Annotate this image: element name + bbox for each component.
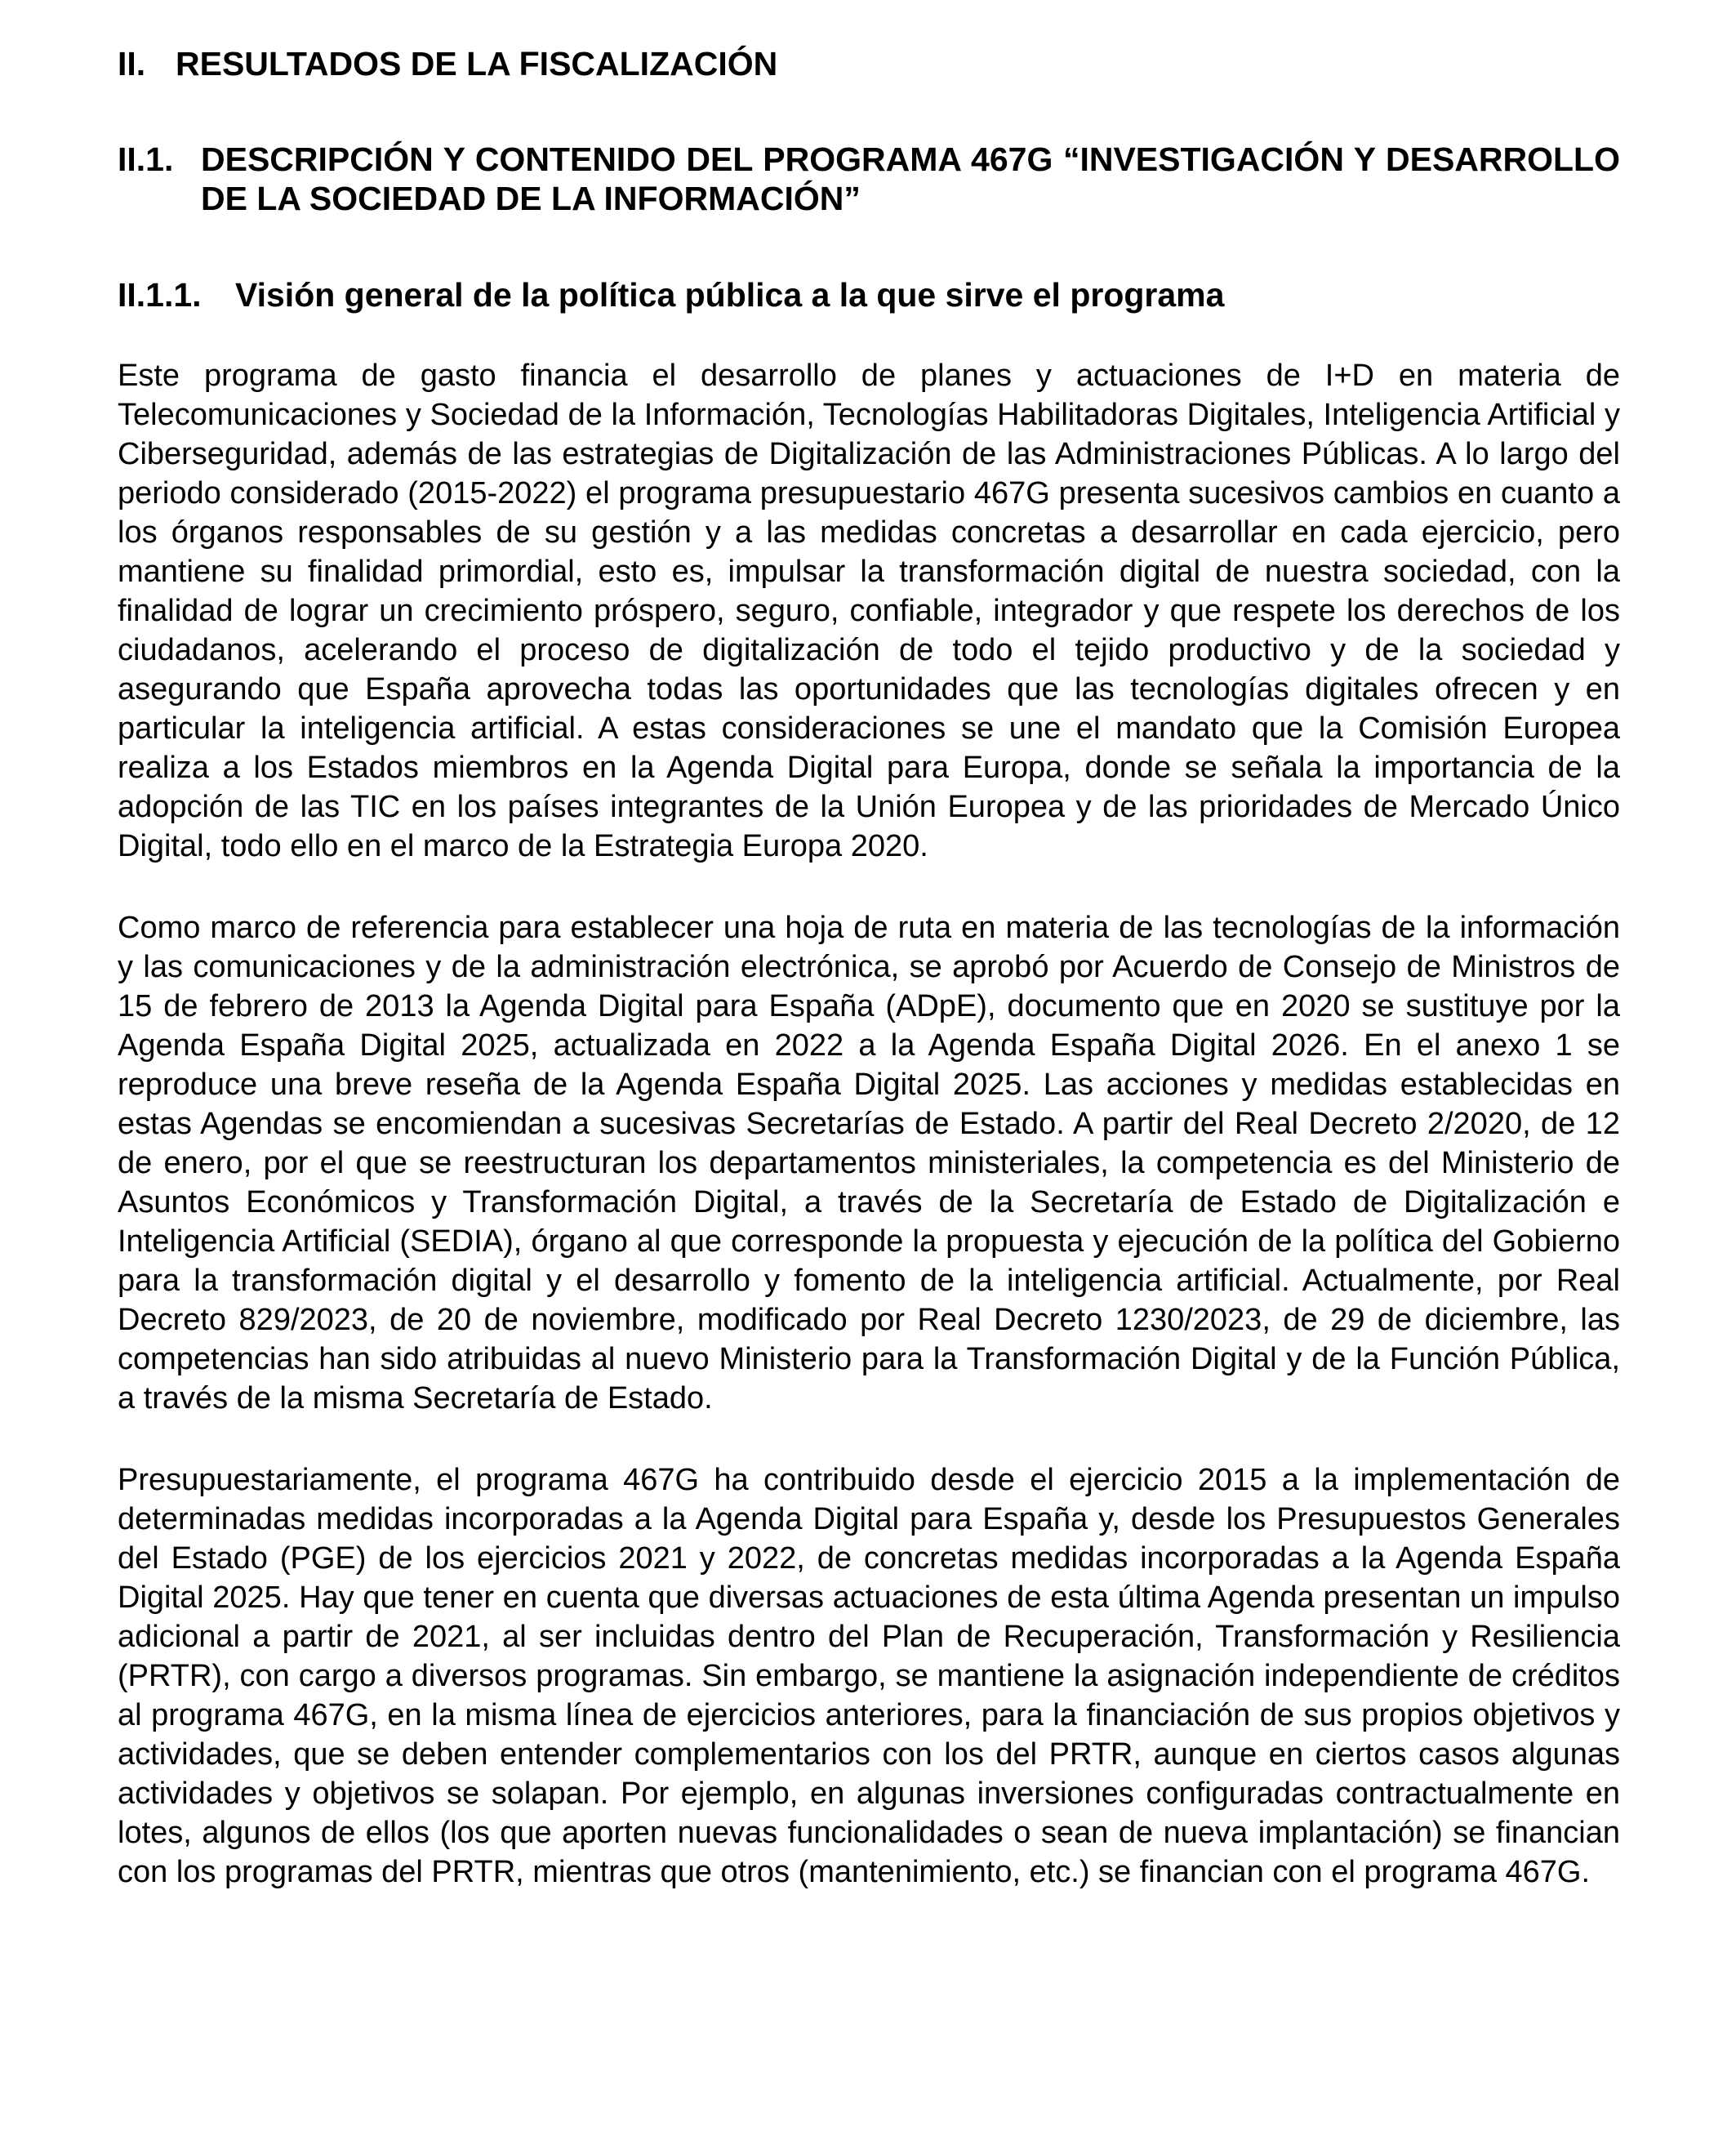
paragraph-3: Presupuestariamente, el programa 467G ha contribuido desde el ejercicio 2015 a la implementación de determinadas medidas incorporadas a la Agenda Digital para España y, desde los Presupuestos Generales del Estado (PGE) de los ejercicios 2021 y 2022, de concretas medidas incorporadas a la Agenda España Digital 2025. Hay que tener en cuenta que diversas actuaciones de esta última Agenda presentan un impulso adicional a partir de 2021, al ser incluidas dentro del Plan de Recuperación, Transformación y Resiliencia (PRTR), con cargo a diversos programas. Sin embargo, se mantiene la asignación independiente de créditos al programa 467G, en la misma línea de ejercicios anteriores, para la financiación de sus propios objetivos y actividades, que se deben entender complementarios con los del PRTR, aunque en ciertos casos algunas actividades y objetivos se solapan. Por ejemplo, en algunas inversiones configuradas contractualmente en lotes, algunos de ellos (los que aporten nuevas funcionalidades o sean de nueva implantación) se financian con los programas del PRTR, mientras que otros (mantenimiento, etc.) se financian con el programa 467G. <box>118 1463 1620 1889</box>
section-title: RESULTADOS DE LA FISCALIZACIÓN <box>176 45 778 82</box>
paragraph-1: Este programa de gasto financia el desarrollo de planes y actuaciones de I+D en materia de Telecomunicaciones y Sociedad de la Información, Tecnologías Habilitadoras Digitales, Inteligencia Artificial y Ciberseguridad, además de las estrategias de Digitalización de las Administraciones Públicas. A lo largo del periodo considerado (2015-2022) el programa presupuestario 467G presenta sucesivos cambios en cuanto a los órganos responsables de su gestión y a las medidas concretas a desarrollar en cada ejercicio, pero mantiene su finalidad primordial, esto es, impulsar la transformación digital de nuestra sociedad, con la finalidad de lograr un crecimiento próspero, seguro, confiable, integrador y que respete los derechos de los ciudadanos, acelerando el proceso de digitalización de todo el tejido productivo y de la sociedad y asegurando que España aprovecha todas las oportunidades que las tecnologías digitales ofrecen y en particular la inteligencia artificial. A estas consideraciones se une el mandato que la Comisión Europea realiza a los Estados miembros en la Agenda Digital para Europa, donde se señala la importancia de la adopción de las TIC en los países integrantes de la Unión Europea y de las prioridades de Mercado Único Digital, todo ello en el marco de la Estrategia Europa 2020. <box>118 359 1620 863</box>
section-number: II.1. <box>118 140 174 178</box>
section-title: Visión general de la política pública a la que sirve el programa <box>235 276 1225 314</box>
paragraph-2: Como marco de referencia para establecer una hoja de ruta en materia de las tecnologías de la información y las comunicaciones y de la administración electrónica, se aprobó por Acuerdo de Consejo de Ministros de 15 de febrero de 2013 la Agenda Digital para España (ADpE), documento que en 2020 se sustituye por la Agenda España Digital 2025, actualizada en 2022 a la Agenda España Digital 2026. En el anexo 1 se reproduce una breve reseña de la Agenda España Digital 2025. Las acciones y medidas establecidas en estas Agendas se encomiendan a sucesivas Secretarías de Estado. A partir del Real Decreto 2/2020, de 12 de enero, por el que se reestructuran los departamentos ministeriales, la competencia es del Ministerio de Asuntos Económicos y Transformación Digital, a través de la Secretaría de Estado de Digitalización e Inteligencia Artificial (SEDIA), órgano al que corresponde la propuesta y ejecución de la política del Gobierno para la transformación digital y el desarrollo y fomento de la inteligencia artificial. Actualmente, por Real Decreto 829/2023, de 20 de noviembre, modificado por Real Decreto 1230/2023, de 29 de diciembre, las competencias han sido atribuidas al nuevo Ministerio para la Transformación Digital y de la Función Pública, a través de la misma Secretaría de Estado. <box>118 911 1620 1415</box>
section-title: DESCRIPCIÓN Y CONTENIDO DEL PROGRAMA 467G “INVESTIGACIÓN Y DESARROLLO DE LA SOCIEDAD DE LA INFORMACIÓN” <box>201 140 1620 217</box>
section-heading-level1 <box>118 44 1620 83</box>
section-number: II. <box>118 45 146 82</box>
section-heading-level2 <box>118 140 1620 218</box>
section-number: II.1.1. <box>118 276 202 314</box>
section-heading-level3 <box>118 275 1620 314</box>
